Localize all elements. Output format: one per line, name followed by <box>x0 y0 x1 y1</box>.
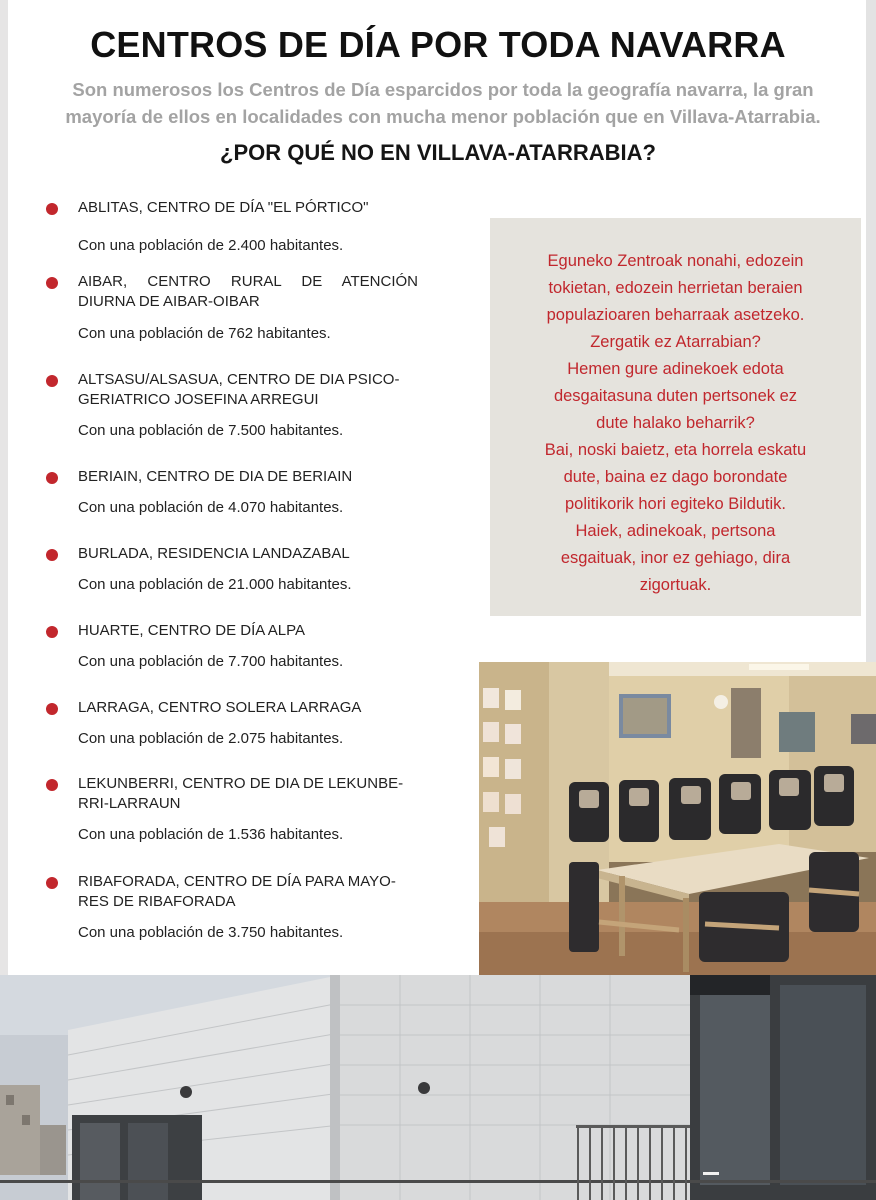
center-name <box>78 872 418 912</box>
center-population: Con una población de 1.536 habitantes. <box>78 826 344 843</box>
center-name-line: DIURNA DE AIBAR-OIBAR <box>78 293 260 310</box>
quote-line: Haiek, adinekoak, pertsona <box>575 522 776 540</box>
quote-line: tokietan, edozein herrietan beraien <box>548 279 803 297</box>
quote-line: Hemen gure adinekoek edota <box>567 360 784 378</box>
question-heading: ¿POR QUÉ NO EN VILLAVA-ATARRABIA? <box>220 140 656 165</box>
center-name <box>78 621 418 641</box>
bullet-icon <box>46 703 58 715</box>
bullet-icon <box>46 277 58 289</box>
quote-line: zigortuak. <box>639 576 712 594</box>
center-name-line: RRI-LARRAUN <box>78 795 181 812</box>
basque-quote-text <box>512 248 839 599</box>
center-name <box>78 467 418 487</box>
center-name-line: BERIAIN, CENTRO DE DIA DE BERIAIN <box>78 468 353 485</box>
center-name-line: RES DE RIBAFORADA <box>78 893 236 910</box>
center-name-line: GERIATRICO JOSEFINA ARREGUI <box>78 391 319 408</box>
quote-line: desgaitasuna duten pertsonek ez <box>553 387 798 405</box>
interior-illustration <box>479 662 876 976</box>
quote-line: Zergatik ez Atarrabian? <box>590 333 761 351</box>
center-population: Con una población de 21.000 habitantes. <box>78 576 352 593</box>
bullet-icon <box>46 549 58 561</box>
bullet-icon <box>46 375 58 387</box>
subtitle-line: Son numerosos los Centros de Día esparcidos por toda la geografía navarra, la gran <box>72 79 814 100</box>
center-name-line: BURLADA, RESIDENCIA LANDAZABAL <box>78 545 350 562</box>
center-name-line: LARRAGA, CENTRO SOLERA LARRAGA <box>78 699 362 716</box>
center-population: Con una población de 4.070 habitantes. <box>78 499 344 516</box>
center-name <box>78 774 418 814</box>
basque-quote-box <box>490 218 861 616</box>
quote-line: dute halako beharrik? <box>596 414 755 432</box>
day-center-interior-photo <box>479 662 876 976</box>
quote-line: politikorik hori egiteko Bildutik. <box>564 495 787 513</box>
page-title: CENTROS DE DÍA POR TODA NAVARRA <box>90 24 786 65</box>
center-population: Con una población de 7.700 habitantes. <box>78 653 344 670</box>
quote-line: Bai, noski baietz, eta horrela eskatu <box>544 441 807 459</box>
building-illustration <box>0 975 876 1200</box>
center-population: Con una población de 2.075 habitantes. <box>78 730 344 747</box>
center-name-line: ALTSASU/ALSASUA, CENTRO DE DIA PSICO- <box>78 371 400 388</box>
subtitle-line: mayoría de ellos en localidades con mucha menor población que en Villava-Atarrabia. <box>65 106 821 127</box>
center-population: Con una población de 7.500 habitantes. <box>78 422 344 439</box>
quote-line: dute, baina ez dago borondate <box>563 468 788 486</box>
bullet-icon <box>46 203 58 215</box>
bullet-icon <box>46 472 58 484</box>
bullet-icon <box>46 877 58 889</box>
center-population: Con una población de 2.400 habitantes. <box>78 237 344 254</box>
center-name-line: ABLITAS, CENTRO DE DÍA "EL PÓRTICO" <box>78 199 369 216</box>
quote-line: populazioaren beharraak asetzeko. <box>546 306 805 324</box>
center-population: Con una población de 3.750 habitantes. <box>78 924 344 941</box>
day-center-building-photo <box>0 975 876 1200</box>
center-name-line: LEKUNBERRI, CENTRO DE DIA DE LEKUNBE- <box>78 775 404 792</box>
center-name <box>78 544 418 564</box>
center-name-line: AIBAR, CENTRO RURAL DE ATENCIÓN <box>78 273 418 290</box>
center-name <box>78 370 418 410</box>
bullet-icon <box>46 779 58 791</box>
center-name <box>78 698 418 718</box>
bullet-icon <box>46 626 58 638</box>
center-name-line: RIBAFORADA, CENTRO DE DÍA PARA MAYO- <box>78 873 396 890</box>
center-name-line: HUARTE, CENTRO DE DÍA ALPA <box>78 622 305 639</box>
center-name <box>78 198 418 218</box>
quote-line: esgaituak, inor ez gehiago, dira <box>560 549 791 567</box>
center-population: Con una población de 762 habitantes. <box>78 325 331 342</box>
subtitle <box>40 76 846 130</box>
center-name <box>78 272 418 312</box>
quote-line: Eguneko Zentroak nonahi, edozein <box>547 252 804 270</box>
